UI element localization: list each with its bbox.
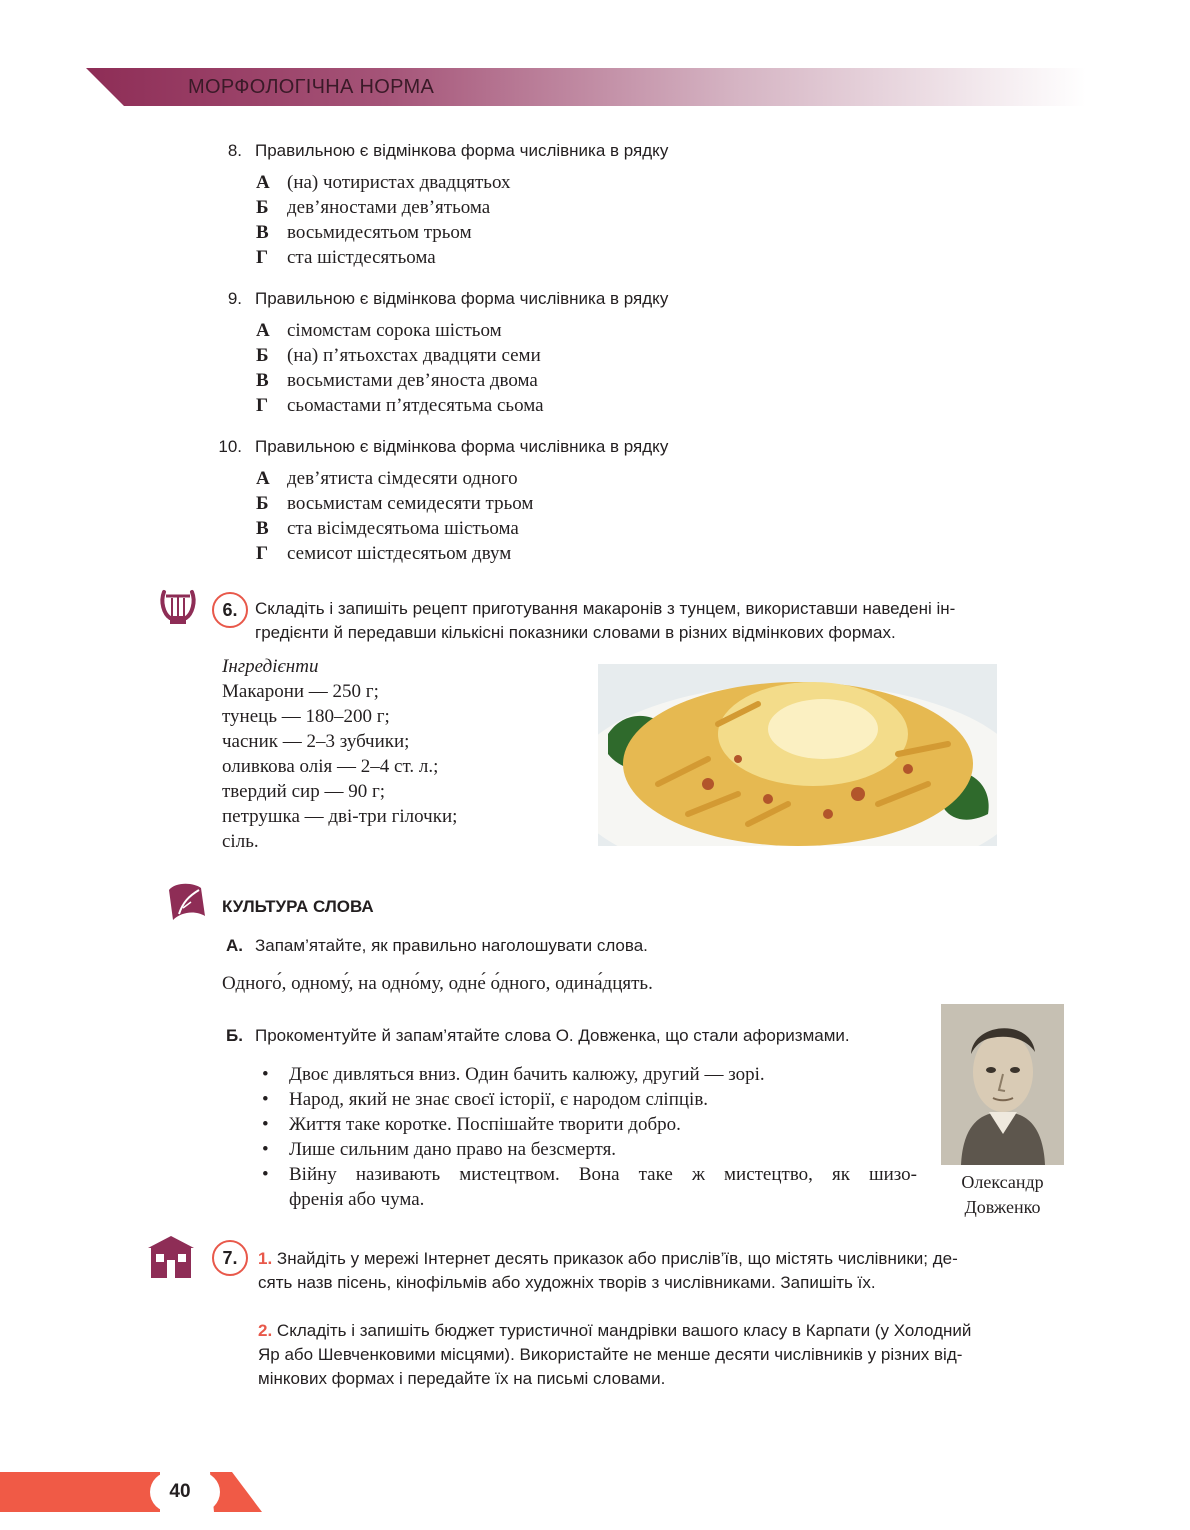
option-letter: Г [256,395,269,416]
bullet-icon: • [262,1064,269,1085]
option-text: сьомастами п’ятдесятьма сьома [287,395,544,416]
aphorism: Лише сильним дано право на безсмертя. [289,1139,617,1160]
aphorism-continuation: френія або чума. [289,1189,425,1210]
option-text: дев’яностами дев’ятьома [287,197,491,218]
task-text-line: гредієнти й передавши кількісні показники словами в різних відмінкових формах. [255,623,896,642]
section-title: КУЛЬТУРА СЛОВА [222,897,374,916]
option-text: ста вісімдесятьома шістьома [287,518,519,539]
ingredient-item: оливкова олія — 2–4 ст. л.; [222,756,439,777]
task-text-line: мінкових формах і передайте їх на письмі словами. [258,1369,666,1388]
option-letter: В [256,518,269,539]
page-number-bar [0,1472,262,1512]
option-text: восьмидесятьом трьом [287,222,472,243]
dovzhenko-portrait [941,1004,1064,1165]
option-letter: Г [256,543,269,564]
task-number-badge: 7. [212,1240,248,1276]
portrait-caption: Олександр [961,1172,1044,1192]
task-text-line: сять назв пісень, кінофільмів або художніх творів з числівниками. Запишіть їх. [258,1273,876,1292]
option-letter: Б [256,345,269,366]
pasta-photo [598,664,997,846]
option-text: сімомстам сорока шістьом [287,320,502,341]
task-text-line: Яр або Шевченковими місцями). Використайте не менше десяти числівників у різних від- [258,1345,963,1364]
option-text: (на) чотиристах двадцятьох [287,172,511,193]
task-part [258,1318,971,1343]
portrait-caption: Довженко [964,1197,1041,1217]
option-letter: В [256,222,269,243]
option-text: восьмистам семидесяти трьом [287,493,534,514]
ingredient-item: часник — 2–3 зубчики; [222,731,410,752]
task-text-line: Складіть і запишіть рецепт приготування макаронів з тунцем, використавши наведені ін- [255,599,956,618]
bullet-icon: • [262,1114,269,1135]
aphorism: Двоє дивляться вниз. Один бачить калюжу, другий — зорі. [289,1064,765,1085]
option-letter: Г [256,247,269,268]
option-text: семисот шістдесятьом двум [287,543,512,564]
ingredient-item: сіль. [222,831,259,852]
ingredient-item: Макарони — 250 г; [222,681,379,702]
part-number: 2. [258,1321,273,1340]
subtask-text: Прокоментуйте й запам’ятайте слова О. Довженка, що стали афоризмами. [255,1026,850,1045]
question-number: 9. [227,289,242,308]
aphorism: Народ, який не знає своєї історії, є народом сліпців. [289,1089,709,1110]
option-letter: Б [256,493,269,514]
option-letter: А [256,172,270,193]
ingredient-item: твердий сир — 90 г; [222,781,386,802]
question-text: Правильною є відмінкова форма числівника в рядку [255,437,669,456]
subtask-text: Запам’ятайте, як правильно наголошувати слова. [255,936,648,955]
option-text: ста шістдесятьома [287,247,436,268]
option-text: дев’ятиста сімдесяти одного [287,468,518,489]
page-number: 40 [169,1481,191,1502]
page-header-title: МОРФОЛОГІЧНА НОРМА [188,76,435,98]
aphorism: Війну називають мистецтвом. Вона таке ж мистецтво, як шизо- [289,1164,917,1185]
bullet-icon: • [262,1164,269,1185]
option-text: (на) п’ятьохстах двадцяти семи [287,345,541,366]
house-icon [146,1234,196,1278]
option-letter: А [256,320,270,341]
ingredient-item: петрушка — дві-три гілочки; [222,806,458,827]
bullet-icon: • [262,1089,269,1110]
subtask-label: А. [226,936,243,955]
lyre-icon [158,588,198,628]
question-number: 10. [218,437,242,456]
ingredient-item: тунець — 180–200 г; [222,706,390,727]
option-letter: Б [256,197,269,218]
task-number-badge: 6. [212,592,248,628]
option-text: восьмистами дев’яноста двома [287,370,538,391]
option-letter: В [256,370,269,391]
question-text: Правильною є відмінкова форма числівника в рядку [255,289,669,308]
subtask-label: Б. [226,1026,243,1045]
quill-book-icon [165,880,209,924]
task-text-line: Складіть і запишіть бюджет туристичної мандрівки вашого класу в Карпати (у Холодний [276,1321,972,1340]
task-part [258,1246,958,1271]
task-text-line: Знайдіть у мережі Інтернет десять приказок або прислів’їв, що містять числівники; де- [276,1249,958,1268]
question-text: Правильною є відмінкова форма числівника в рядку [255,141,669,160]
stress-words: Одного́, одному́, на одно́му, одне́ о́дного, одина́дцять. [222,973,653,994]
aphorism: Життя таке коротке. Поспішайте творити добро. [289,1114,681,1135]
ingredients-title: Інгредієнти [222,656,319,677]
option-letter: А [256,468,270,489]
bullet-icon: • [262,1139,269,1160]
part-number: 1. [258,1249,273,1268]
question-number: 8. [227,141,242,160]
